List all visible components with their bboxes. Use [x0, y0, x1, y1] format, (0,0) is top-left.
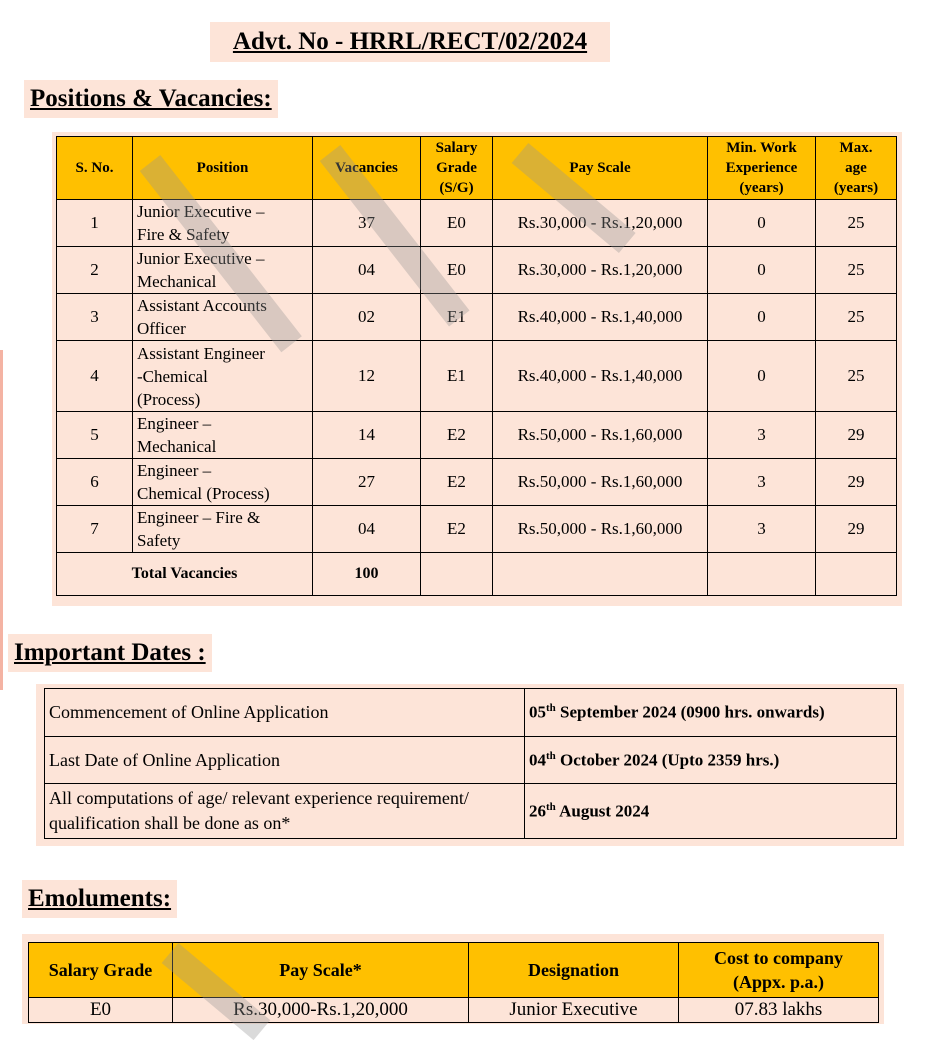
cell-experience: 3	[708, 459, 816, 506]
cell-max-age: 25	[816, 247, 897, 294]
cell-experience: 0	[708, 294, 816, 341]
cell-sno: 2	[57, 247, 133, 294]
cell-grade: E2	[421, 412, 493, 459]
table-row	[57, 341, 897, 412]
header-ctc: Cost to company (Appx. p.a.)	[679, 943, 879, 998]
table-row	[57, 200, 897, 247]
table-row	[57, 459, 897, 506]
header-experience: Min. Work Experience (years)	[708, 137, 816, 200]
table-row	[57, 294, 897, 341]
total-vacancies-value: 100	[313, 553, 421, 596]
table-row	[45, 689, 897, 737]
dates-table	[44, 688, 897, 839]
total-vacancies-label: Total Vacancies	[57, 553, 313, 596]
cell-grade: E0	[29, 998, 173, 1023]
cell-experience: 3	[708, 506, 816, 553]
cell-vacancies: 37	[313, 200, 421, 247]
header-max-age: Max. age (years)	[816, 137, 897, 200]
cell-pay-scale: Rs.50,000 - Rs.1,60,000	[493, 412, 708, 459]
table-row	[57, 247, 897, 294]
cell-grade: E1	[421, 341, 493, 412]
date-value: 26th August 2024	[525, 784, 897, 839]
cell-sno: 3	[57, 294, 133, 341]
cell-vacancies: 04	[313, 506, 421, 553]
emoluments-section-title: Emoluments:	[22, 880, 177, 918]
cell-vacancies: 12	[313, 341, 421, 412]
cell-experience: 0	[708, 200, 816, 247]
table-header-row	[29, 943, 879, 998]
cell-max-age: 25	[816, 341, 897, 412]
header-pay-scale: Pay Scale	[493, 137, 708, 200]
cell-position: Engineer – Fire & Safety	[133, 506, 313, 553]
empty-cell	[421, 553, 493, 596]
cell-grade: E0	[421, 247, 493, 294]
positions-section-title: Positions & Vacancies:	[24, 80, 278, 118]
cell-sno: 4	[57, 341, 133, 412]
cell-vacancies: 04	[313, 247, 421, 294]
empty-cell	[708, 553, 816, 596]
cell-position: Engineer – Chemical (Process)	[133, 459, 313, 506]
cell-vacancies: 27	[313, 459, 421, 506]
emoluments-table	[28, 942, 879, 1023]
header-salary-grade: Salary Grade	[29, 943, 173, 998]
cell-pay-scale: Rs.50,000 - Rs.1,60,000	[493, 506, 708, 553]
cell-max-age: 29	[816, 506, 897, 553]
date-label: Commencement of Online Application	[45, 689, 525, 737]
empty-cell	[816, 553, 897, 596]
emoluments-table-panel	[22, 934, 884, 1024]
dates-section-title: Important Dates :	[8, 634, 212, 672]
header-designation: Designation	[469, 943, 679, 998]
cell-position: Junior Executive – Fire & Safety	[133, 200, 313, 247]
header-sno: S. No.	[57, 137, 133, 200]
header-salary-grade: Salary Grade (S/G)	[421, 137, 493, 200]
page-edge-mark	[0, 350, 3, 690]
cell-max-age: 29	[816, 412, 897, 459]
cell-grade: E0	[421, 200, 493, 247]
total-row	[57, 553, 897, 596]
cell-sno: 5	[57, 412, 133, 459]
cell-sno: 7	[57, 506, 133, 553]
positions-table	[56, 136, 897, 596]
date-label: Last Date of Online Application	[45, 737, 525, 784]
advertisement-number: Advt. No - HRRL/RECT/02/2024	[210, 22, 610, 62]
header-position: Position	[133, 137, 313, 200]
cell-grade: E1	[421, 294, 493, 341]
cell-experience: 0	[708, 247, 816, 294]
empty-cell	[493, 553, 708, 596]
cell-pay-scale: Rs.40,000 - Rs.1,40,000	[493, 341, 708, 412]
cell-pay-scale: Rs.40,000 - Rs.1,40,000	[493, 294, 708, 341]
table-row	[45, 784, 897, 839]
cell-pay-scale: Rs.30,000 - Rs.1,20,000	[493, 200, 708, 247]
table-row	[29, 998, 879, 1023]
date-label: All computations of age/ relevant experience requirement/ qualification shall be done as on*	[45, 784, 525, 839]
cell-vacancies: 02	[313, 294, 421, 341]
cell-vacancies: 14	[313, 412, 421, 459]
cell-experience: 3	[708, 412, 816, 459]
dates-table-panel	[36, 684, 904, 846]
cell-pay-scale: Rs.30,000 - Rs.1,20,000	[493, 247, 708, 294]
cell-position: Assistant Engineer -Chemical (Process)	[133, 341, 313, 412]
cell-max-age: 25	[816, 200, 897, 247]
positions-table-panel	[52, 132, 902, 606]
cell-max-age: 25	[816, 294, 897, 341]
table-row	[57, 506, 897, 553]
cell-grade: E2	[421, 506, 493, 553]
cell-position: Assistant Accounts Officer	[133, 294, 313, 341]
table-row	[45, 737, 897, 784]
cell-position: Junior Executive – Mechanical	[133, 247, 313, 294]
header-pay-scale: Pay Scale*	[173, 943, 469, 998]
cell-designation: Junior Executive	[469, 998, 679, 1023]
cell-position: Engineer – Mechanical	[133, 412, 313, 459]
date-value: 04th October 2024 (Upto 2359 hrs.)	[525, 737, 897, 784]
cell-experience: 0	[708, 341, 816, 412]
cell-max-age: 29	[816, 459, 897, 506]
cell-pay-scale: Rs.50,000 - Rs.1,60,000	[493, 459, 708, 506]
cell-sno: 1	[57, 200, 133, 247]
header-vacancies: Vacancies	[313, 137, 421, 200]
date-value: 05th September 2024 (0900 hrs. onwards)	[525, 689, 897, 737]
cell-sno: 6	[57, 459, 133, 506]
cell-pay-scale: Rs.30,000-Rs.1,20,000	[173, 998, 469, 1023]
cell-ctc: 07.83 lakhs	[679, 998, 879, 1023]
table-row	[57, 412, 897, 459]
cell-grade: E2	[421, 459, 493, 506]
